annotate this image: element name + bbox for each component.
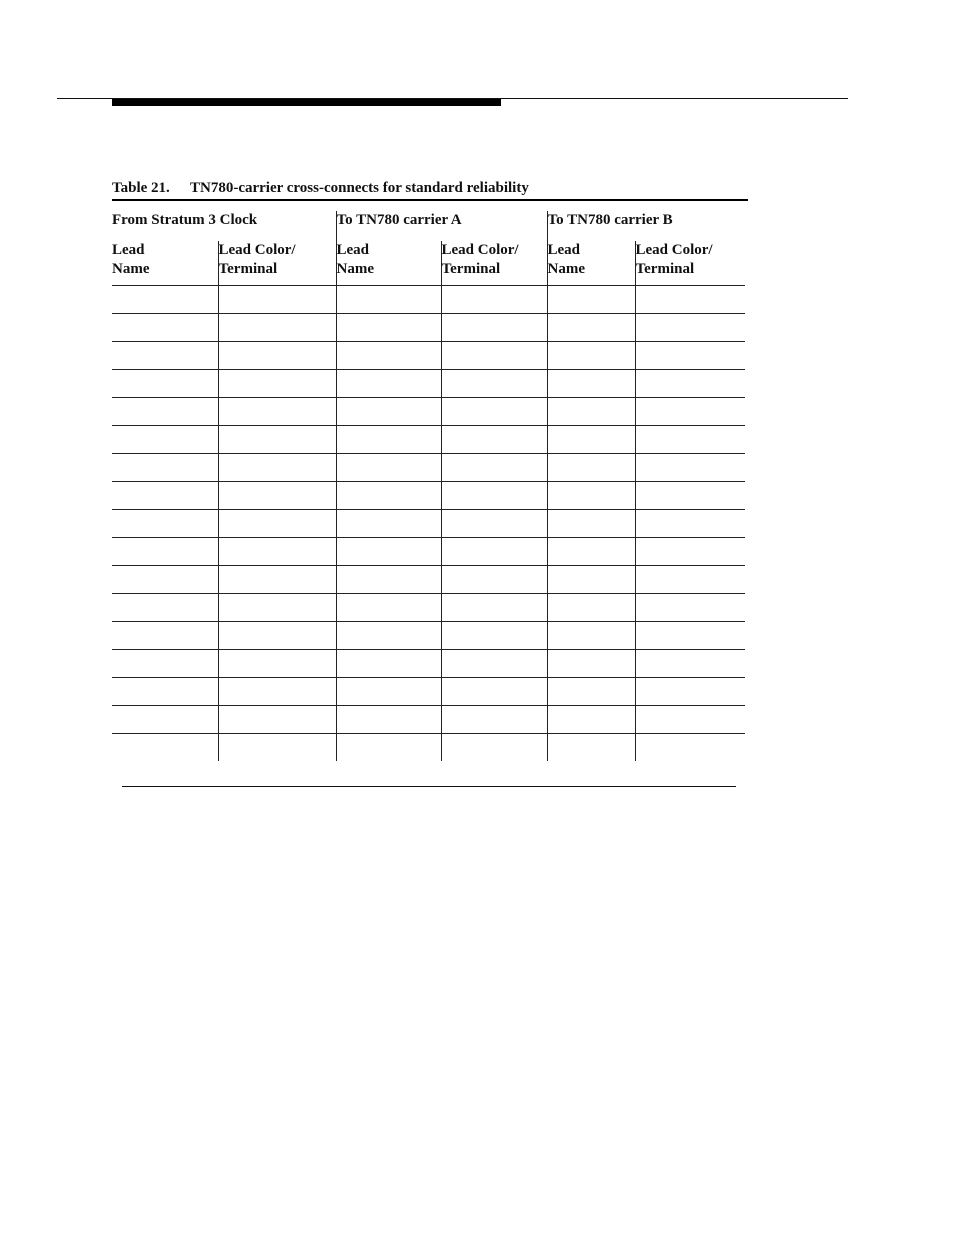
table-cell [218, 649, 336, 677]
table-cell [547, 425, 635, 453]
table-row [112, 565, 745, 593]
group-header-stratum-clock: From Stratum 3 Clock [112, 212, 258, 228]
table-cell [218, 341, 336, 369]
table-cell [441, 369, 547, 397]
table-cell [635, 593, 745, 621]
table-cell [112, 537, 218, 565]
table-row [112, 537, 745, 565]
table-cell [547, 481, 635, 509]
table-row [112, 313, 745, 341]
table-cell [112, 621, 218, 649]
table-cell [112, 565, 218, 593]
table-cell [112, 313, 218, 341]
table-cell [336, 341, 441, 369]
table-row [112, 481, 745, 509]
group-header-row [112, 211, 745, 241]
table-row [112, 621, 745, 649]
table-cell [635, 649, 745, 677]
table-cell [547, 285, 635, 313]
table-cell [635, 313, 745, 341]
table-cell [336, 313, 441, 341]
table-cell [441, 313, 547, 341]
table-cell [218, 537, 336, 565]
table-cell [336, 509, 441, 537]
column-header-lead-color: Lead Color/ Terminal [218, 241, 336, 285]
table-cell [112, 677, 218, 705]
table-cell [547, 313, 635, 341]
caption-rule [112, 199, 748, 201]
table-row [112, 677, 745, 705]
table-cell [547, 677, 635, 705]
table-cell [218, 705, 336, 733]
table-cell [336, 677, 441, 705]
table-cell [112, 733, 218, 761]
column-header-lead-name: Lead Name [112, 241, 218, 285]
table-cell [441, 509, 547, 537]
table-cell [112, 285, 218, 313]
table-row [112, 733, 745, 761]
table-row [112, 649, 745, 677]
table-cell [547, 649, 635, 677]
table-row [112, 397, 745, 425]
column-header-lead-color: Lead Color/ Terminal [441, 241, 547, 285]
table-cell [112, 593, 218, 621]
table-cell [218, 733, 336, 761]
table-cell [336, 369, 441, 397]
table-row [112, 425, 745, 453]
table-cell [635, 621, 745, 649]
table-cell [218, 313, 336, 341]
table-cell [441, 705, 547, 733]
table-number: Table 21. [112, 180, 170, 196]
table-cell [547, 509, 635, 537]
table-cell [547, 733, 635, 761]
table-cell [635, 397, 745, 425]
table-cell [441, 285, 547, 313]
table-cell [441, 537, 547, 565]
table-cell [336, 733, 441, 761]
table-cell [218, 397, 336, 425]
table-row [112, 341, 745, 369]
table-cell [336, 649, 441, 677]
table-cell [336, 425, 441, 453]
table-cell [218, 593, 336, 621]
table-row [112, 509, 745, 537]
table-cell [218, 481, 336, 509]
table-cell [441, 593, 547, 621]
table-cell [441, 341, 547, 369]
cross-connect-table [112, 211, 745, 761]
table-cell [218, 425, 336, 453]
table-cell [635, 565, 745, 593]
table-body [112, 285, 745, 761]
table-cell [635, 509, 745, 537]
table-cell [336, 397, 441, 425]
table-cell [112, 341, 218, 369]
table-cell [218, 621, 336, 649]
table-cell [336, 481, 441, 509]
table-cell [112, 369, 218, 397]
table-cell [547, 369, 635, 397]
table-cell [635, 285, 745, 313]
column-header-lead-color: Lead Color/ Terminal [635, 241, 745, 285]
table-cell [635, 453, 745, 481]
table-cell [336, 285, 441, 313]
table-title: TN780-carrier cross-connects for standard reliability [190, 180, 529, 196]
table-row [112, 453, 745, 481]
table-cell [336, 705, 441, 733]
table-cell [441, 733, 547, 761]
column-header-lead-name: Lead Name [547, 241, 635, 285]
table-cell [635, 705, 745, 733]
table-cell [336, 565, 441, 593]
table-cell [112, 481, 218, 509]
table-cell [635, 537, 745, 565]
table-cell [635, 425, 745, 453]
table-cell [112, 509, 218, 537]
table-cell [635, 733, 745, 761]
table-cell [635, 341, 745, 369]
table-end-rule [122, 786, 736, 787]
table-cell [218, 369, 336, 397]
group-header-carrier-a: To TN780 carrier A [336, 211, 547, 241]
table-cell [547, 453, 635, 481]
table-cell [635, 369, 745, 397]
table-cell [441, 565, 547, 593]
table-cell [336, 593, 441, 621]
table-cell [547, 565, 635, 593]
table-cell [441, 425, 547, 453]
table-cell [218, 453, 336, 481]
table-cell [218, 509, 336, 537]
table-cell [441, 481, 547, 509]
table-row [112, 593, 745, 621]
group-header-carrier-b: To TN780 carrier B [547, 211, 745, 241]
table-cell [336, 537, 441, 565]
table-row [112, 285, 745, 313]
table-cell [635, 481, 745, 509]
table-cell [112, 425, 218, 453]
table-cell [218, 285, 336, 313]
table-cell [112, 705, 218, 733]
column-header-row [112, 241, 745, 285]
table-cell [441, 397, 547, 425]
column-header-lead-name: Lead Name [336, 241, 441, 285]
table-cell [112, 397, 218, 425]
table-cell [547, 341, 635, 369]
table-row [112, 705, 745, 733]
table-cell [441, 453, 547, 481]
table-cell [336, 621, 441, 649]
table-cell [547, 593, 635, 621]
table-cell [547, 705, 635, 733]
table-cell [547, 537, 635, 565]
table-row [112, 369, 745, 397]
header-bar [112, 99, 501, 106]
table-cell [441, 621, 547, 649]
table-cell [218, 677, 336, 705]
table-cell [112, 649, 218, 677]
table-cell [547, 621, 635, 649]
table-cell [547, 397, 635, 425]
table-cell [441, 677, 547, 705]
table-cell [336, 453, 441, 481]
table-cell [441, 649, 547, 677]
table-caption [112, 180, 529, 197]
table-cell [218, 565, 336, 593]
table-cell [112, 453, 218, 481]
table-cell [635, 677, 745, 705]
